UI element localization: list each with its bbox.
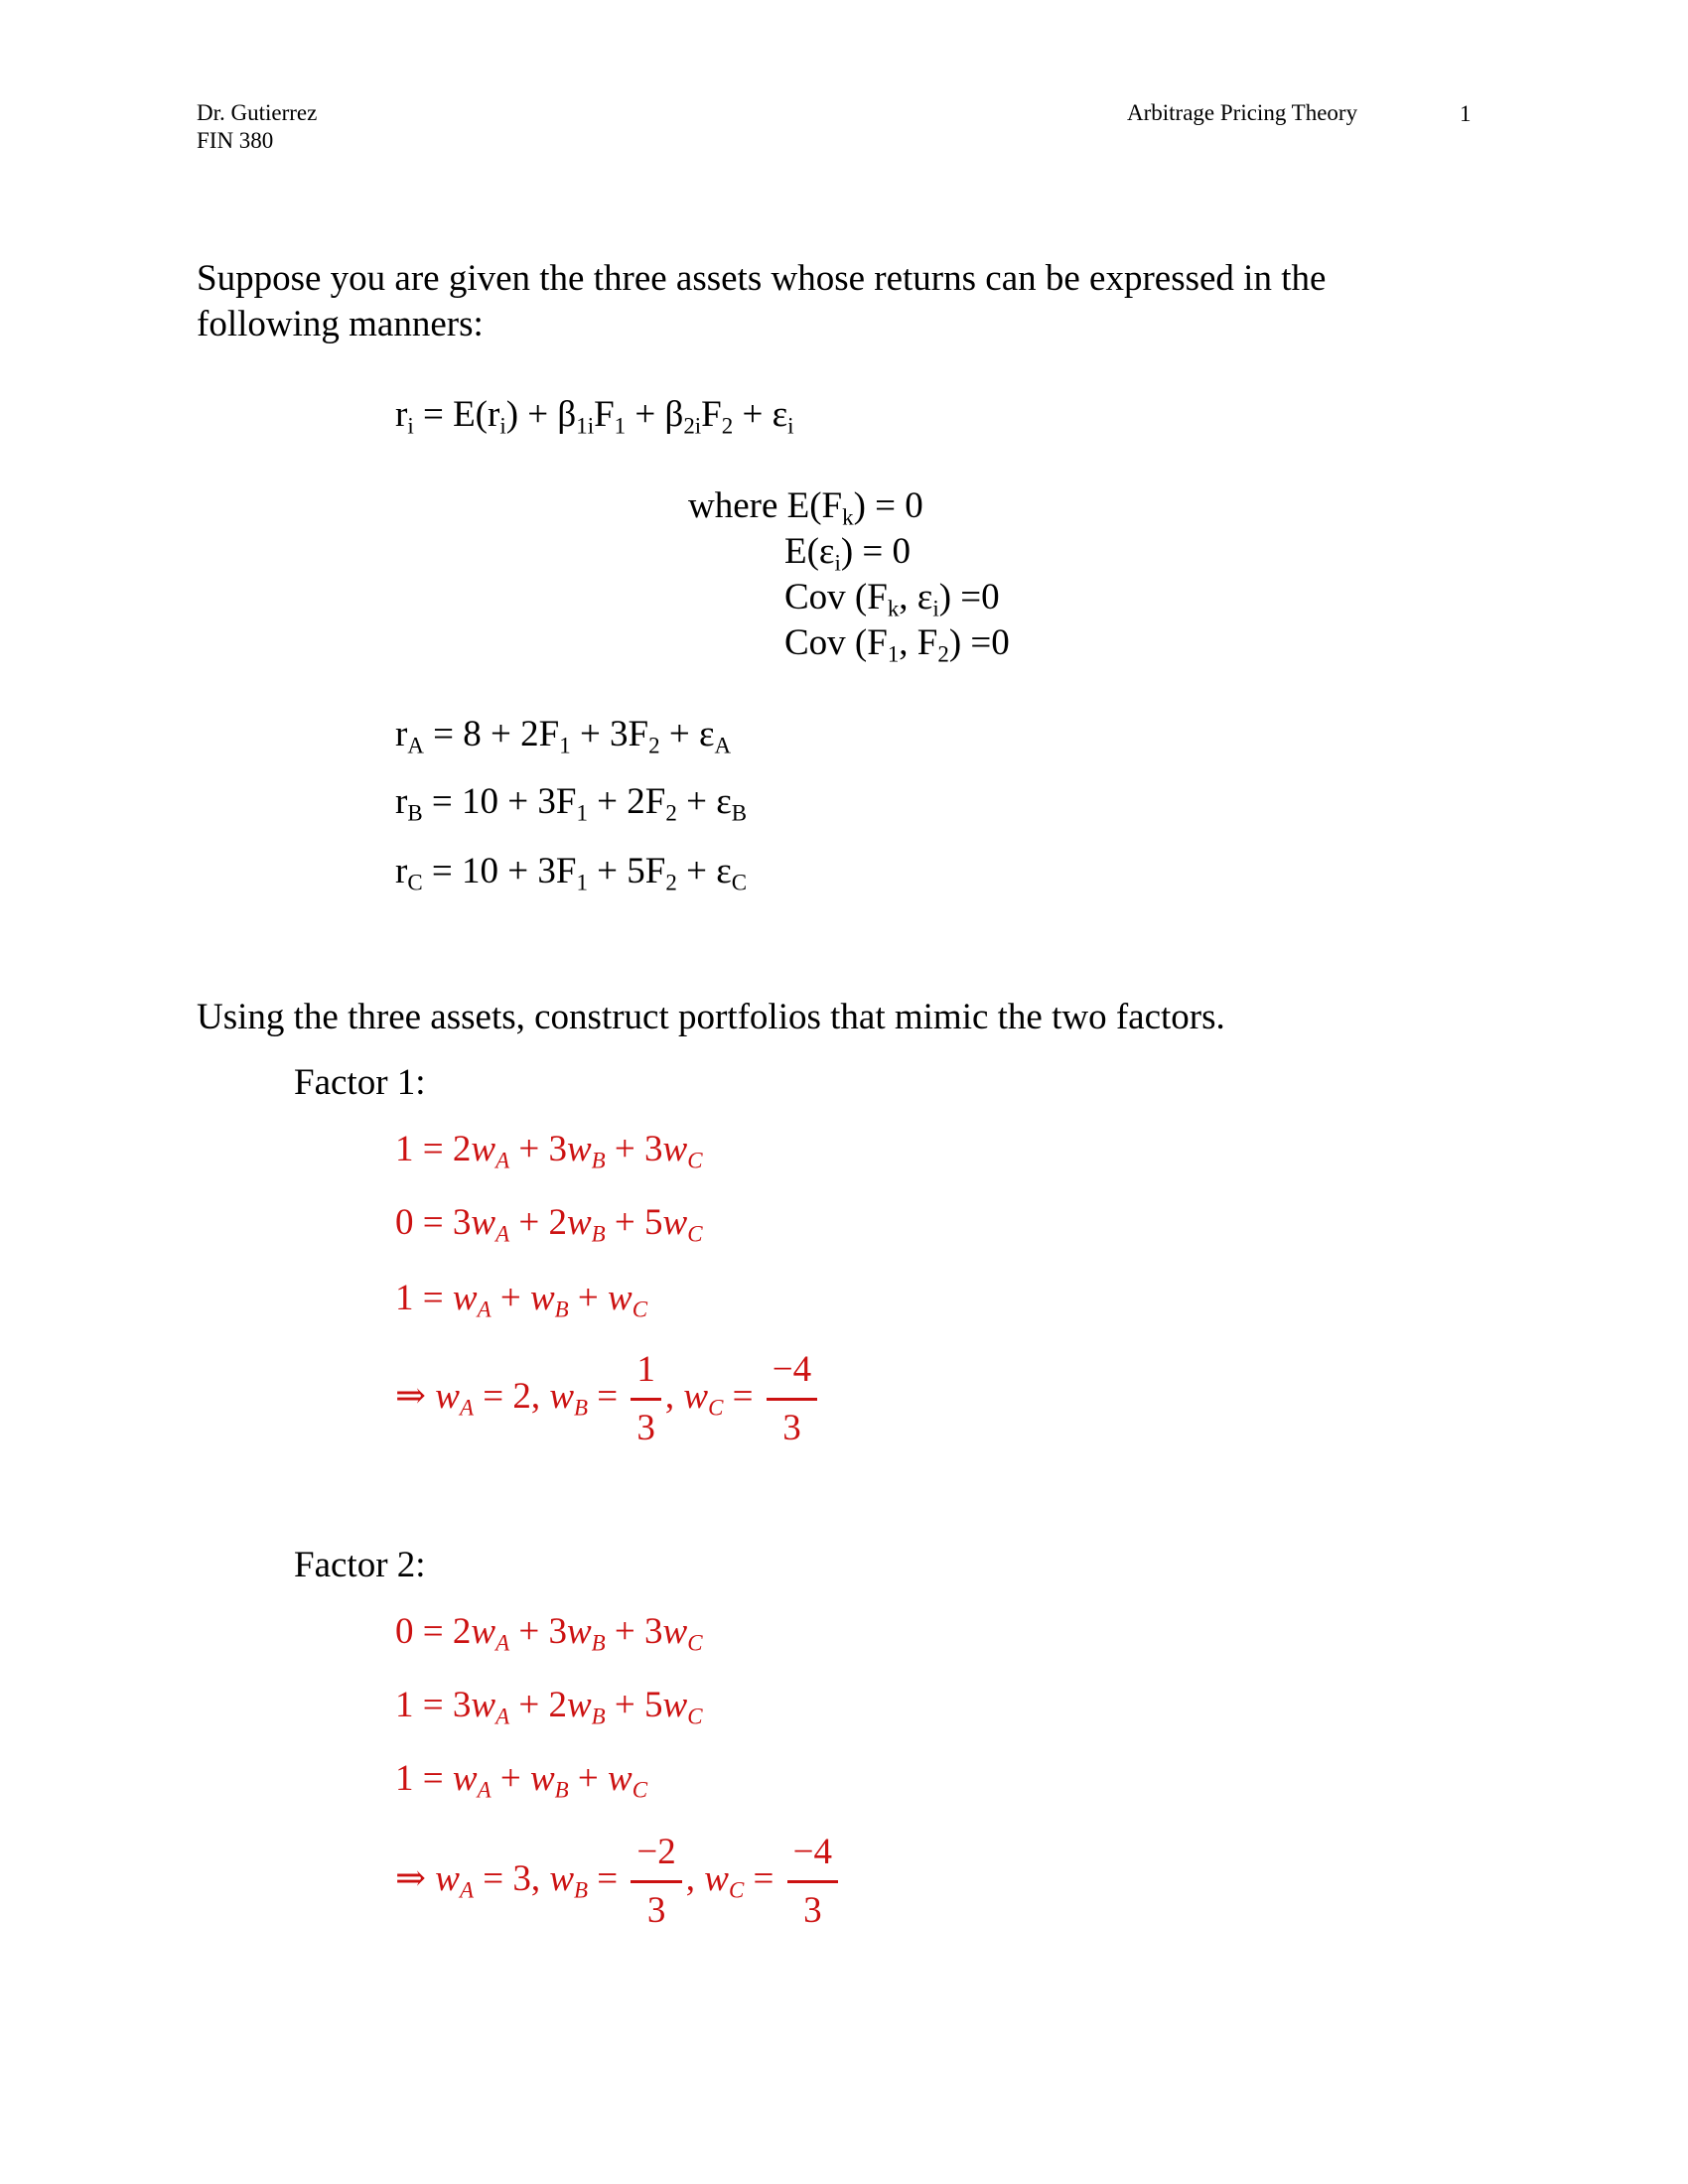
- factor-2-solution: ⇒ wA = 3, wB = $\frac{-2}{3}$ , wC = $\frac{-4}{3}$: [395, 1825, 842, 1939]
- page-number: 1: [1460, 101, 1472, 126]
- condition-4: Cov ($F_1$, $F_2) =0$: [784, 622, 1010, 667]
- factor-2-equation-1: 0 = 2wA + 3wB + 3wC: [395, 1611, 703, 1656]
- asset-equation-b: $r_B = 10 + 3F_1 + 2F_2 + \varepsilon_B$: [395, 781, 748, 826]
- fraction-wb: $\frac{1}{3}$: [631, 1342, 661, 1456]
- intro-line-2: following manners:: [197, 304, 484, 344]
- condition-2: $E(\varepsilon_i) = 0$: [784, 531, 912, 576]
- factor-2-equation-2: 1 = 3wA + 2wB + 5wC: [395, 1685, 703, 1729]
- factor-2-label: Factor 2:: [294, 1545, 426, 1585]
- header-author: Dr. Gutierrez: [197, 100, 318, 125]
- intro-line-1: Suppose you are given the three assets whose returns can be expressed in the: [197, 258, 1327, 299]
- model-equation: $r_i = E(r_i) + \beta_{1i}F_1 + \beta_{2i}F_2 + \varepsilon_i$: [395, 394, 794, 439]
- fraction-wb: $\frac{-2}{3}$: [631, 1825, 681, 1939]
- factor-1-label: Factor 1:: [294, 1062, 426, 1103]
- asset-equation-a: $r_A = 8 + 2F_1 + 3F_2 + \varepsilon_A$: [395, 714, 732, 758]
- factor-1-equation-3: 1 = wA + wB + wC: [395, 1278, 648, 1322]
- factor-1-equation-2: 0 = 3wA + 2wB + 5wC: [395, 1202, 703, 1247]
- asset-equation-c: $r_C = 10 + 3F_1 + 5F_2 + \varepsilon_C$: [395, 851, 748, 895]
- factor-1-solution: ⇒ wA = 2, wB = $\frac{1}{3}$ , wC = $\frac{-4}{3}$: [395, 1342, 821, 1456]
- task-text: Using the three assets, construct portfolios that mimic the two factors.: [197, 997, 1225, 1037]
- factor-2-equation-3: 1 = wA + wB + wC: [395, 1758, 648, 1803]
- fraction-wc: $\frac{-4}{3}$: [767, 1342, 817, 1456]
- header-course: FIN 380: [197, 128, 274, 153]
- factor-1-equation-1: 1 = 2wA + 3wB + 3wC: [395, 1129, 703, 1173]
- condition-3: Cov ($F_k$, $\varepsilon_i) =0$: [784, 577, 1000, 621]
- fraction-wc: $\frac{-4}{3}$: [787, 1825, 838, 1939]
- condition-1: where $E(F_k) = 0$: [688, 485, 923, 530]
- header-title: Arbitrage Pricing Theory: [1127, 100, 1358, 125]
